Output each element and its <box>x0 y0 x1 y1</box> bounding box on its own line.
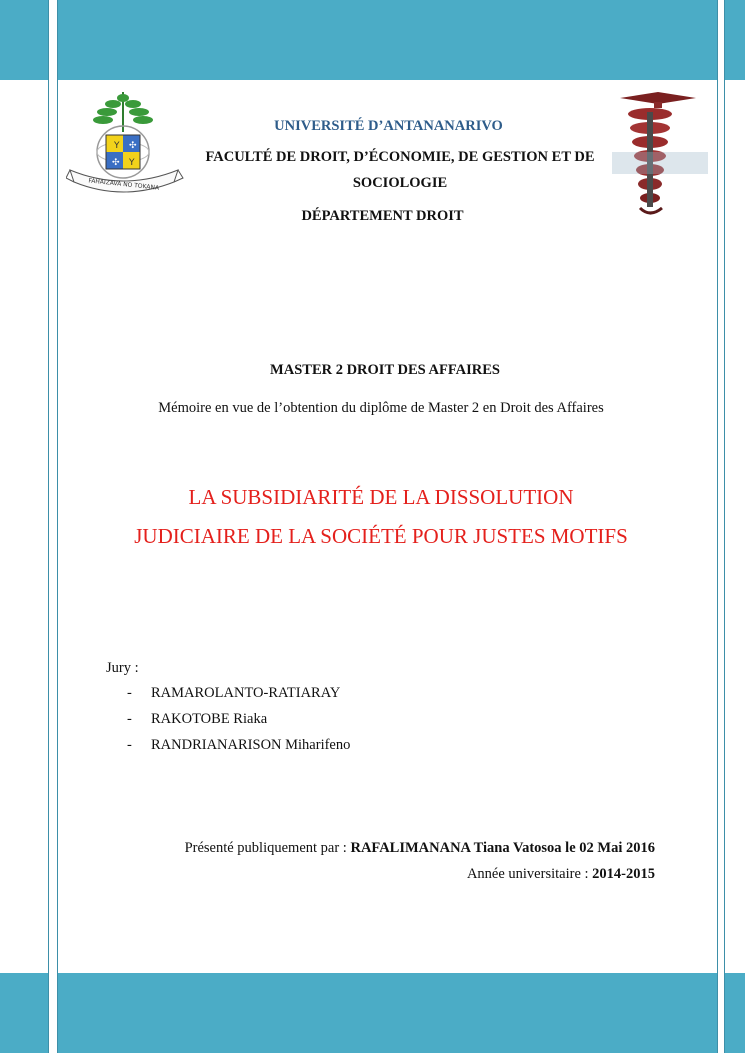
svg-text:✣: ✣ <box>129 141 137 151</box>
jury-bullet: - <box>127 711 132 727</box>
faculty-name: FACULTÉ DE DROIT, D’ÉCONOMIE, DE GESTION ET DE SOCIOLOGIE <box>205 149 595 191</box>
university-name: UNIVERSITÉ D’ANTANANARIVO <box>274 118 503 134</box>
jury-member-name: RAKOTOBE Riaka <box>151 711 268 727</box>
svg-text:FAHAIZAVA NO TOKANA: FAHAIZAVA NO TOKANA <box>87 177 160 192</box>
top-band-main <box>58 0 718 80</box>
university-crest-logo <box>66 88 184 200</box>
jury-label: Jury : <box>106 660 139 676</box>
academic-year-label: Année universitaire : <box>466 866 593 882</box>
jury-bullet: - <box>127 685 132 701</box>
faculty-tower-logo <box>610 90 710 220</box>
presentation-line <box>185 840 655 857</box>
department-name: DÉPARTEMENT DROIT <box>301 208 464 224</box>
svg-text:Y: Y <box>114 141 120 151</box>
thesis-title-line-1: LA SUBSIDIARITÉ DE LA DISSOLUTION <box>188 485 574 509</box>
top-band-left <box>0 0 48 80</box>
svg-text:Y: Y <box>129 158 135 168</box>
jury-member <box>127 737 350 754</box>
bottom-band-main <box>58 973 718 1053</box>
jury-member-name: RANDRIANARISON Miharifeno <box>151 737 351 753</box>
thesis-title-line-2: JUDICIAIRE DE LA SOCIÉTÉ POUR JUSTES MOTIFS <box>134 524 628 548</box>
bottom-band-right <box>724 973 745 1053</box>
thesis-title <box>0 478 745 556</box>
top-band-right <box>724 0 745 80</box>
svg-text:✣: ✣ <box>112 158 120 168</box>
jury-member <box>127 711 267 728</box>
master-program: MASTER 2 DROIT DES AFFAIRES <box>270 362 500 378</box>
jury-member <box>127 685 340 702</box>
academic-year-line <box>467 866 655 883</box>
presentation-prefix: Présenté publiquement par : <box>184 840 351 856</box>
bottom-band-left <box>0 973 48 1053</box>
jury-member-name: RAMAROLANTO-RATIARAY <box>151 685 341 701</box>
academic-year-value: 2014-2015 <box>592 866 655 882</box>
memoire-subtitle: Mémoire en vue de l’obtention du diplôme de Master 2 en Droit des Affaires <box>158 400 604 416</box>
jury-bullet: - <box>127 737 132 753</box>
presentation-author: RAFALIMANANA Tiana Vatosoa le 02 Mai 2016 <box>350 840 655 856</box>
